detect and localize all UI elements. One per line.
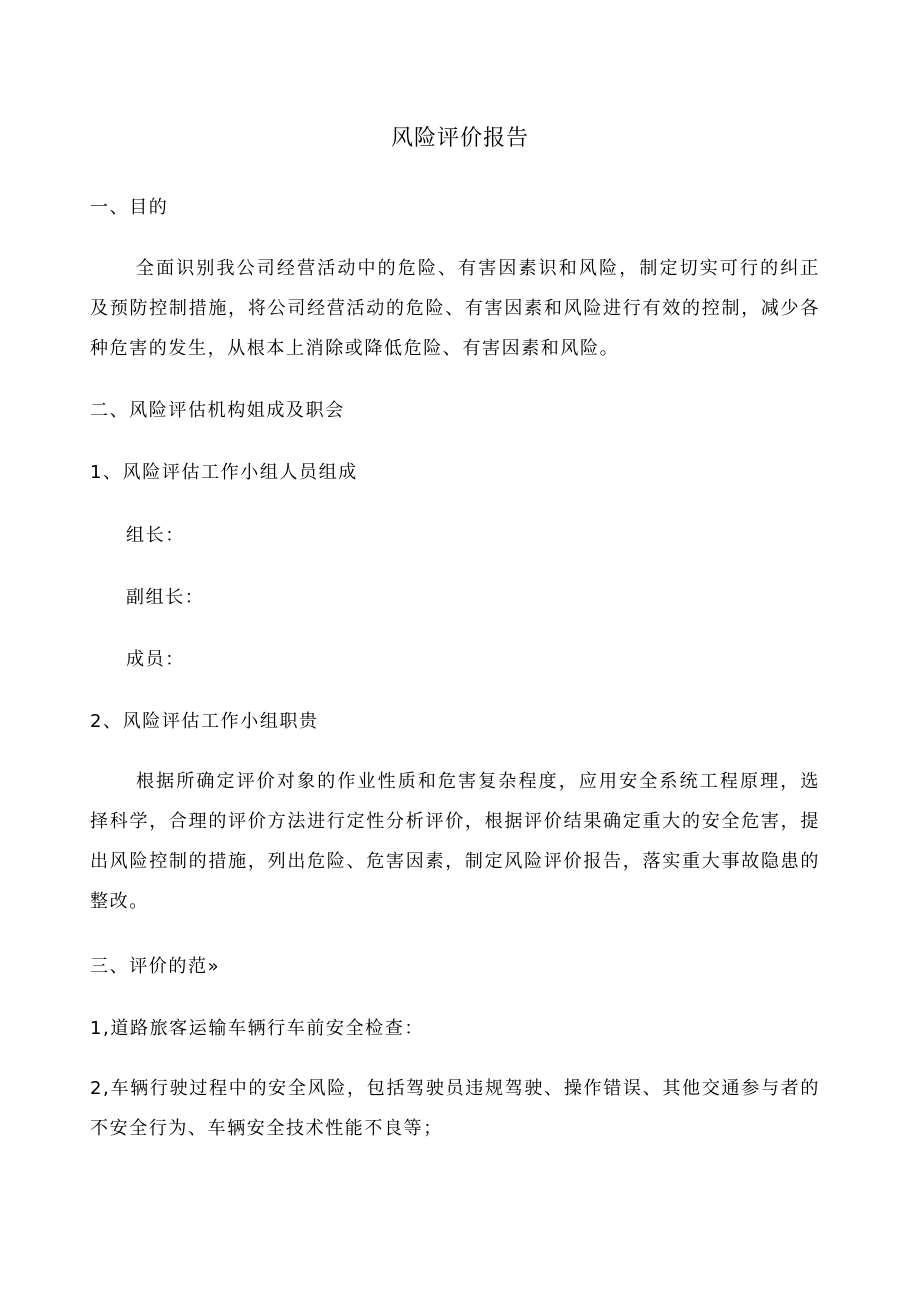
section-2-sub2-body: 根据所确定评价对象的作业性质和危害复杂程度，应用安全系统工程原理，选择科学，合理的评价方法进行定性分析评价，根据评价结果确定重大的安全危害，提出风险控制的措施，列出危险、危害因素，制定风险评价报告，落实重大事故隐患的整改。 (90, 771, 820, 912)
section-3-item-1: 1,道路旅客运输车辆行车前安全检查： (90, 1018, 424, 1039)
section-2-sub2-heading: 2、风险评估工作小组职贵 (90, 711, 319, 732)
group-leader-label: 组长： (126, 525, 185, 546)
section-3-heading: 三、评价的范» (90, 956, 221, 977)
document-title: 风险评价报告 (390, 126, 529, 151)
section-3-item-2: 2,车辆行驶过程中的安全风险，包括驾驶员违规驾驶、操作错误、其他交通参与者的不安全行为、车辆安全技术性能不良等； (90, 1078, 820, 1139)
deputy-leader-label: 副组长： (126, 587, 205, 608)
section-1-body: 全面识别我公司经营活动中的危险、有害因素识和风险，制定切实可行的纠正及预防控制措施，将公司经营活动的危险、有害因素和风险进行有效的控制，减少各种危害的发生，从根本上消除或降低危险、有害因素和风险。 (90, 258, 820, 359)
members-label: 成员： (126, 649, 185, 670)
section-1-heading: 一、目的 (90, 197, 169, 218)
section-2-sub1-heading: 1、风险评估工作小组人员组成 (90, 462, 358, 483)
section-2-heading: 二、风险评估机构姐成及职会 (90, 400, 345, 421)
